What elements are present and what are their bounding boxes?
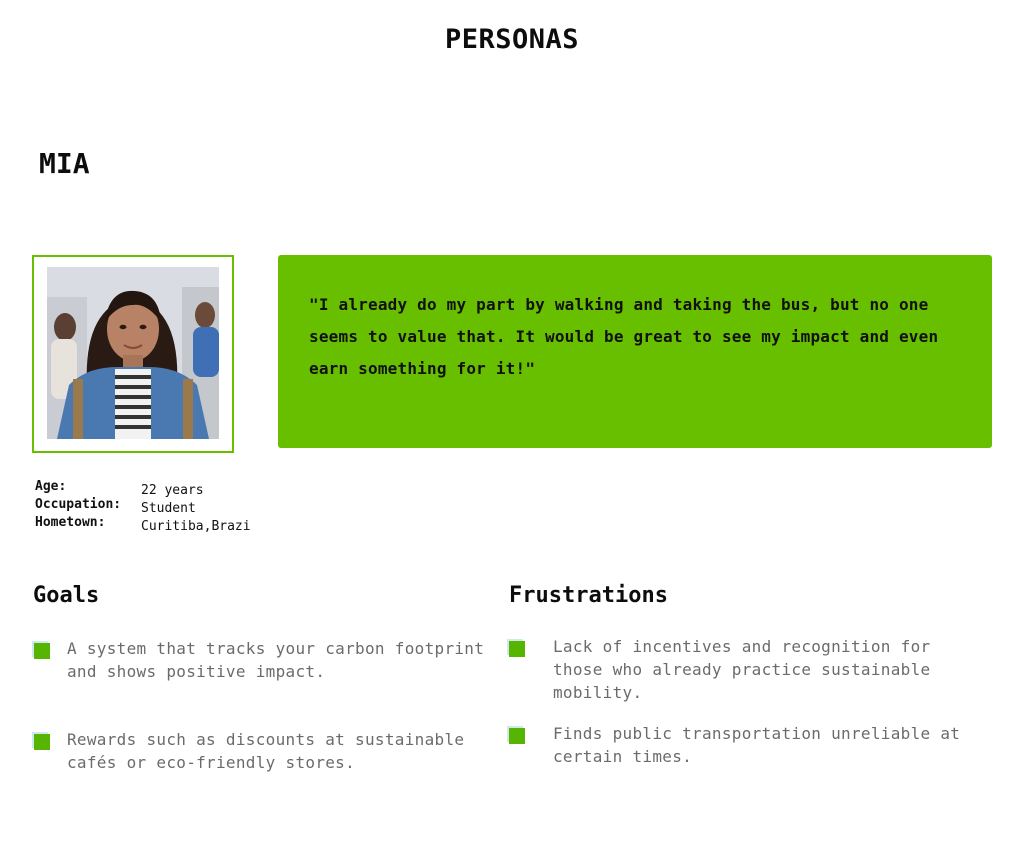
persona-photo-frame [32, 255, 234, 453]
bullet-square-icon [34, 643, 50, 659]
bullet-square-icon [509, 641, 525, 657]
bullet-square-icon [34, 734, 50, 750]
bullet-square-icon [509, 728, 525, 744]
persona-quote: "I already do my part by walking and taking the bus, but no one seems to value that. It would be great to see my impact and even earn something for it!" [309, 295, 939, 378]
hometown-label: Hometown: [35, 515, 106, 530]
frustration-item-text: Finds public transportation unreliable at certain times. [553, 724, 961, 766]
frustrations-title: Frustrations [509, 583, 668, 608]
goals-title: Goals [33, 583, 100, 608]
info-values [141, 482, 271, 536]
frustration-item-text: Lack of incentives and recognition for those who already practice sustainable mobility. [553, 637, 931, 702]
page-title: PERSONAS [444, 24, 580, 55]
occupation-value: Student [141, 501, 196, 516]
age-value: 22 years [141, 483, 204, 498]
goal-item-text: A system that tracks your carbon footprint and shows positive impact. [67, 639, 485, 681]
persona-photo [47, 267, 219, 439]
persona-quote-box [278, 255, 992, 448]
age-label: Age: [35, 479, 67, 494]
goal-item-text: Rewards such as discounts at sustainable cafés or eco-friendly stores. [67, 730, 465, 772]
info-labels [35, 478, 145, 532]
hometown-value: Curitiba,Brazi [141, 519, 251, 534]
persona-name: MIA [39, 147, 90, 180]
occupation-label: Occupation: [35, 497, 122, 512]
